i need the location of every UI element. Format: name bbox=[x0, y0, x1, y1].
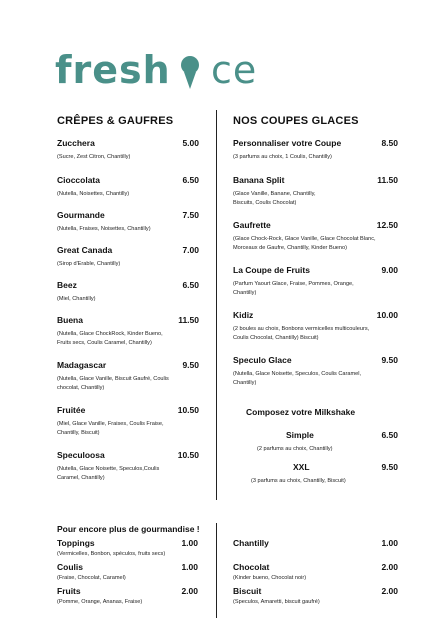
item-price: 9.50 bbox=[182, 360, 199, 370]
item-name: Beez bbox=[57, 280, 77, 290]
item-price: 6.50 bbox=[381, 430, 398, 440]
menu-item bbox=[57, 245, 199, 269]
column-divider-top bbox=[216, 110, 217, 500]
item-price: 1.00 bbox=[181, 538, 198, 548]
extra-item bbox=[233, 538, 398, 549]
item-name: Cioccolata bbox=[57, 175, 100, 185]
extra-item bbox=[57, 538, 198, 558]
item-name: Fruitée bbox=[57, 405, 86, 415]
item-price: 11.50 bbox=[377, 175, 398, 185]
menu-item bbox=[233, 265, 398, 297]
item-price: 1.00 bbox=[181, 562, 198, 572]
item-desc: (Speculos, Amaretti, biscuit gaufré) bbox=[233, 599, 320, 605]
extra-item bbox=[233, 586, 398, 606]
menu-item bbox=[57, 138, 199, 162]
item-price: 7.50 bbox=[182, 210, 199, 220]
coupes-title: NOS COUPES GLACES bbox=[233, 115, 359, 127]
menu-item bbox=[57, 360, 199, 392]
item-name: Banana Split bbox=[233, 175, 285, 185]
item-price: 9.50 bbox=[381, 462, 398, 472]
item-desc: (2 parfums au choix, Chantilly) bbox=[257, 446, 333, 452]
milkshake-title: Composez votre Milkshake bbox=[246, 407, 356, 417]
item-desc: (Nutella, Noisettes, Chantilly) bbox=[57, 191, 130, 197]
item-price: 9.50 bbox=[381, 355, 398, 365]
item-desc: (3 parfums au choix, 1 Coulis, Chantilly) bbox=[233, 154, 332, 160]
item-price: 6.50 bbox=[182, 280, 199, 290]
item-desc: (Sucre, Zest Citron, Chantilly) bbox=[57, 154, 131, 160]
ice-cream-cone-icon bbox=[176, 53, 204, 91]
item-desc: (Pomme, Orange, Ananas, Fraise) bbox=[57, 599, 143, 605]
menu-item bbox=[57, 405, 199, 437]
item-name: Chantilly bbox=[233, 538, 269, 548]
item-desc: (Kinder bueno, Chocolat noir) bbox=[233, 575, 307, 581]
menu-item bbox=[57, 450, 199, 482]
item-name: Biscuit bbox=[233, 586, 262, 596]
item-name: Speculoosa bbox=[57, 450, 105, 460]
extra-item bbox=[233, 562, 398, 582]
menu-item bbox=[233, 355, 398, 387]
menu-item bbox=[233, 462, 398, 486]
item-price: 9.00 bbox=[381, 265, 398, 275]
item-price: 10.00 bbox=[376, 310, 398, 320]
extra-item bbox=[57, 586, 198, 606]
item-name: Buena bbox=[57, 315, 83, 325]
menu-item bbox=[233, 220, 398, 252]
menu-item bbox=[233, 430, 398, 454]
item-name: XXL bbox=[293, 462, 310, 472]
extra-item bbox=[57, 562, 198, 582]
item-price: 2.00 bbox=[381, 562, 398, 572]
menu-item bbox=[233, 175, 398, 207]
item-name: Chocolat bbox=[233, 562, 270, 572]
item-desc: (2 boules au choix, Bonbons vermicelles multicouleurs, Coulis Chocolat, Chantilly) Biscuit) bbox=[233, 326, 370, 341]
item-desc: (Glace Chock-Rock, Glace Vanille, Glace Chocolat Blanc, Morceaux de Gaufre, Chantilly, Kinder Bueno) bbox=[233, 236, 376, 251]
item-desc: (Glace Vanille, Banane, Chantilly, Biscuits, Coulis Chocolat) bbox=[233, 191, 316, 206]
item-price: 2.00 bbox=[181, 586, 198, 596]
item-price: 7.00 bbox=[182, 245, 199, 255]
item-name: Great Canada bbox=[57, 245, 113, 255]
item-price: 1.00 bbox=[381, 538, 398, 548]
item-desc: (Parfum Yaourt Glace, Fraise, Pommes, Orange, Chantilly) bbox=[233, 281, 354, 296]
menu-item bbox=[57, 175, 199, 199]
item-name: Madagascar bbox=[57, 360, 107, 370]
column-divider-bottom bbox=[216, 523, 217, 618]
item-desc: (Nutella, Glace Noisette, Speculos, Coulis Caramel, Chantilly) bbox=[233, 371, 362, 386]
item-name: Toppings bbox=[57, 538, 95, 548]
item-name: Personnaliser votre Coupe bbox=[233, 138, 342, 148]
item-name: Kidiz bbox=[233, 310, 254, 320]
menu-item bbox=[233, 138, 398, 162]
item-desc: (Miel, Chantilly) bbox=[57, 296, 96, 302]
menu-item bbox=[57, 210, 199, 234]
item-desc: (Nutella, Glace Noisette, Speculos,Coulis Caramel, Chantilly) bbox=[57, 466, 160, 481]
item-price: 11.50 bbox=[178, 315, 199, 325]
item-name: Gaufrette bbox=[233, 220, 271, 230]
item-name: Zucchera bbox=[57, 138, 95, 148]
item-price: 8.50 bbox=[381, 138, 398, 148]
menu-item bbox=[233, 310, 398, 342]
item-name: La Coupe de Fruits bbox=[233, 265, 310, 275]
item-desc: (Sirop d'Erable, Chantilly) bbox=[57, 261, 121, 267]
item-desc: (Nutella, Fraises, Noisettes, Chantilly) bbox=[57, 226, 151, 232]
menu-item bbox=[57, 315, 199, 347]
item-desc: (Vermicelles, Bonbon, spéculos, fruits secs) bbox=[57, 551, 166, 557]
item-price: 6.50 bbox=[182, 175, 199, 185]
brand-fresh: fresh bbox=[55, 48, 171, 92]
item-desc: (3 parfums au choix, Chantilly, Biscuit) bbox=[251, 478, 346, 484]
item-name: Fruits bbox=[57, 586, 81, 596]
item-price: 10.50 bbox=[177, 450, 199, 460]
item-price: 10.50 bbox=[177, 405, 199, 415]
item-name: Coulis bbox=[57, 562, 83, 572]
item-desc: (Fraise, Chocolat, Caramel) bbox=[57, 575, 126, 581]
item-desc: (Nutella, Glace ChockRock, Kinder Bueno, Fruits secs, Coulis Caramel, Chantilly) bbox=[57, 331, 163, 346]
item-price: 2.00 bbox=[381, 586, 398, 596]
menu-item bbox=[57, 280, 199, 304]
item-price: 12.50 bbox=[376, 220, 398, 230]
item-desc: (Miel, Glace Vanille, Fraises, Coulis Fraise, Chantilly, Biscuit) bbox=[57, 421, 164, 436]
extras-title: Pour encore plus de gourmandise ! bbox=[57, 524, 200, 534]
item-desc: (Nutella, Glace Vanille, Biscuit Gaufré, Coulis chocolat, Chantilly) bbox=[57, 376, 169, 391]
crepes-title: CRÊPES & GAUFRES bbox=[57, 115, 174, 127]
brand-ice: ce bbox=[211, 48, 258, 92]
item-name: Simple bbox=[286, 430, 314, 440]
item-price: 5.00 bbox=[182, 138, 199, 148]
item-name: Gourmande bbox=[57, 210, 105, 220]
item-name: Speculo Glace bbox=[233, 355, 292, 365]
